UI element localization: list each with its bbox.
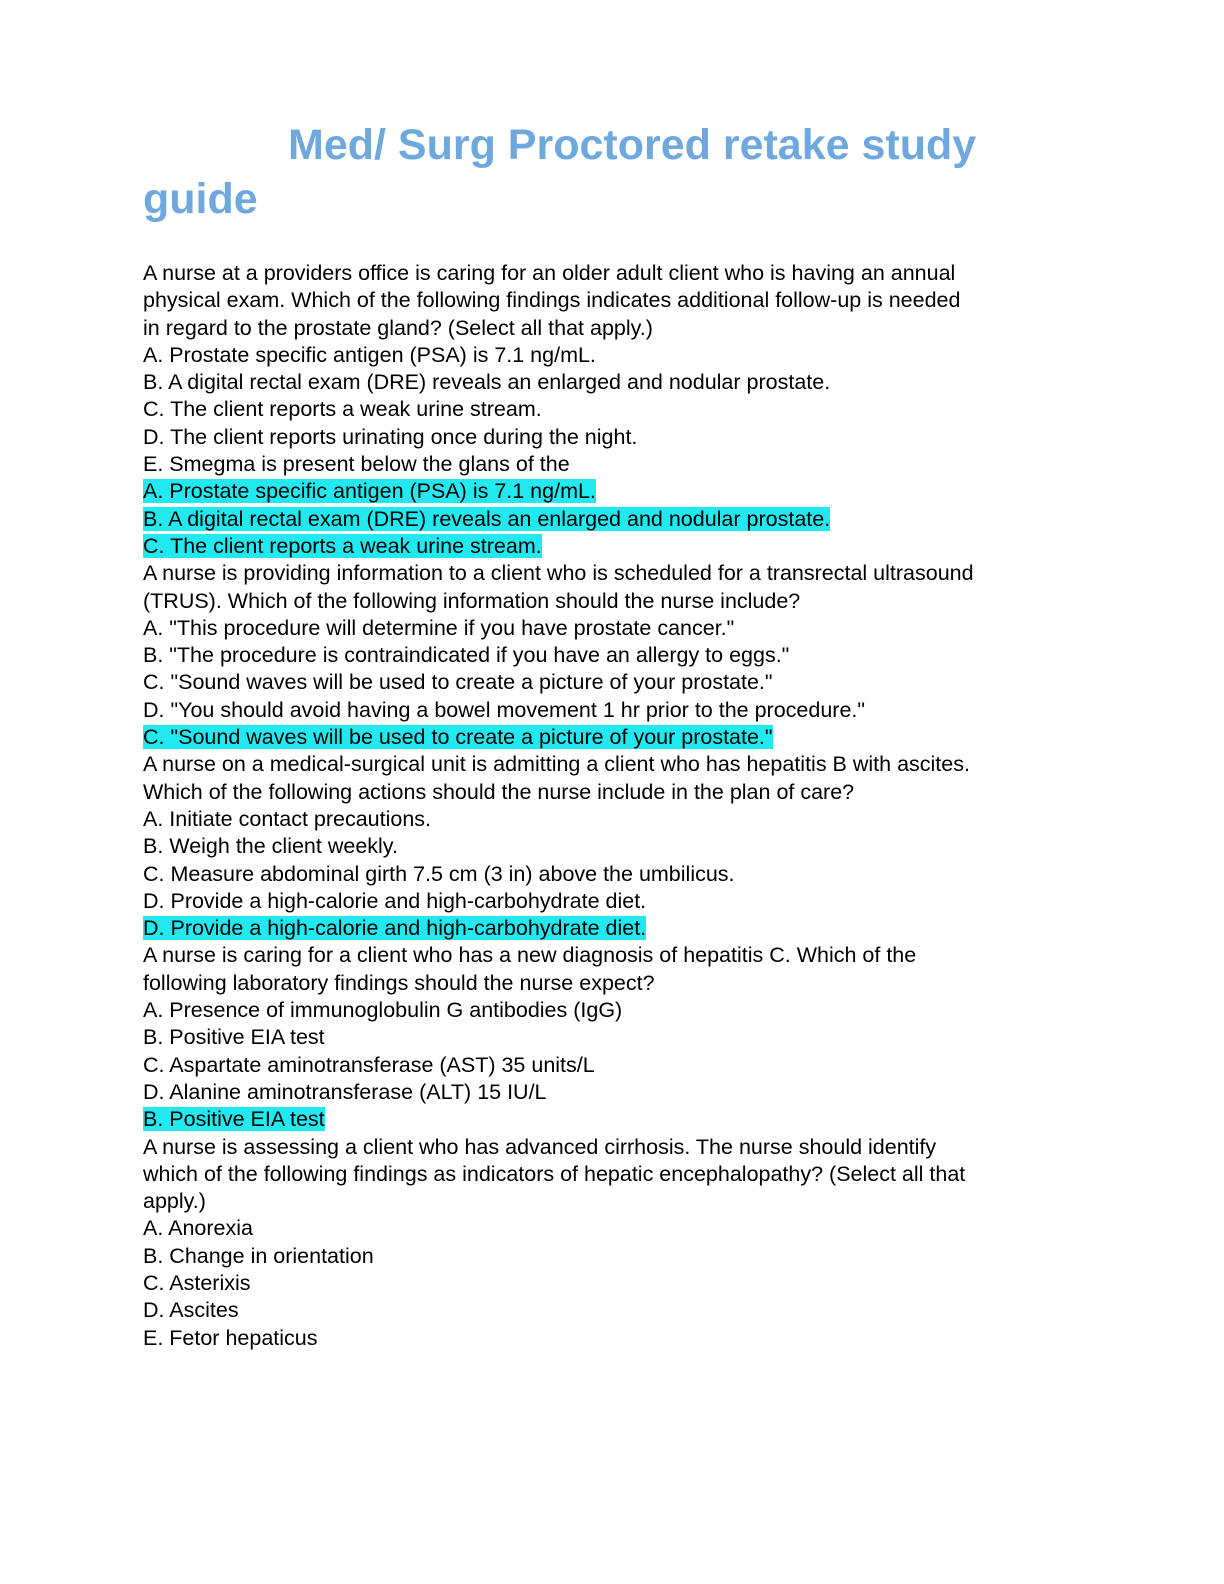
text-line: B. Positive EIA test	[143, 1025, 325, 1050]
highlight-mark: C. The client reports a weak urine stream.	[143, 533, 542, 558]
highlight-mark: C. "Sound waves will be used to create a picture of your prostate."	[143, 725, 773, 750]
highlight-mark: D. Provide a high-calorie and high-carbohydrate diet.	[143, 916, 647, 941]
text-line: following laboratory findings should the nurse expect?	[143, 970, 655, 995]
text-line: B. Weigh the client weekly.	[143, 834, 398, 859]
text-line: C. The client reports a weak urine stream.	[143, 397, 542, 422]
text-line: D. Ascites	[143, 1298, 239, 1323]
text-line: C. Measure abdominal girth 7.5 cm (3 in) above the umbilicus.	[143, 861, 735, 886]
text-line: Which of the following actions should the nurse include in the plan of care?	[143, 779, 855, 804]
text-line: A. Initiate contact precautions.	[143, 806, 432, 831]
text-line: A. "This procedure will determine if you have prostate cancer."	[143, 615, 735, 640]
text-line: A nurse at a providers office is caring for an older adult client who is having an annual	[143, 261, 956, 285]
text-line: A. Presence of immunoglobulin G antibodies (IgG)	[143, 998, 623, 1023]
text-line: A nurse on a medical-surgical unit is admitting a client who has hepatitis B with ascites.	[143, 752, 970, 777]
text-line: D. Alanine aminotransferase (ALT) 15 IU/L	[143, 1079, 547, 1104]
text-line: physical exam. Which of the following findings indicates additional follow-up is needed	[143, 288, 961, 313]
text-line: D. The client reports urinating once during the night.	[143, 424, 638, 449]
text-line: D. Provide a high-calorie and high-carbohydrate diet.	[143, 888, 647, 913]
text-line: E. Smegma is present below the glans of the	[143, 452, 570, 477]
text-line: A nurse is caring for a client who has a new diagnosis of hepatitis C. Which of the	[143, 943, 917, 968]
text-line: D. "You should avoid having a bowel movement 1 hr prior to the procedure."	[143, 697, 866, 722]
answer-line-highlighted	[143, 506, 1084, 533]
text-line: C. Aspartate aminotransferase (AST) 35 units/L	[143, 1052, 595, 1077]
text-line: B. A digital rectal exam (DRE) reveals an enlarged and nodular prostate.	[143, 370, 831, 395]
answer-line-highlighted	[143, 724, 1084, 751]
highlight-mark: B. Positive EIA test	[143, 1107, 325, 1132]
text-line: A. Anorexia	[143, 1216, 253, 1241]
highlight-mark: A. Prostate specific antigen (PSA) is 7.1 ng/mL.	[143, 479, 596, 504]
document-body	[143, 260, 1084, 1352]
text-line: apply.)	[143, 1189, 206, 1214]
answer-line-highlighted	[143, 478, 1084, 505]
text-line: A. Prostate specific antigen (PSA) is 7.1 ng/mL.	[143, 342, 596, 367]
text-line: C. "Sound waves will be used to create a picture of your prostate."	[143, 670, 773, 695]
answer-line-highlighted	[143, 1106, 1084, 1133]
answer-line-highlighted	[143, 533, 1084, 560]
text-line: A nurse is assessing a client who has advanced cirrhosis. The nurse should identify	[143, 1134, 937, 1159]
text-line: in regard to the prostate gland? (Select all that apply.)	[143, 315, 653, 340]
text-line: C. Asterixis	[143, 1270, 251, 1295]
text-line: which of the following findings as indicators of hepatic encephalopathy? (Select all that	[143, 1161, 966, 1186]
text-line: B. "The procedure is contraindicated if you have an allergy to eggs."	[143, 643, 790, 668]
highlight-mark: B. A digital rectal exam (DRE) reveals an enlarged and nodular prostate.	[143, 506, 831, 531]
text-line: E. Fetor hepaticus	[143, 1325, 318, 1350]
answer-line-highlighted	[143, 915, 1084, 942]
text-line: B. Change in orientation	[143, 1243, 374, 1268]
text-line: (TRUS). Which of the following information should the nurse include?	[143, 588, 801, 613]
text-line: A nurse is providing information to a client who is scheduled for a transrectal ultrasound	[143, 561, 974, 586]
page-title: Med/ Surg Proctored retake study guide	[143, 121, 977, 223]
